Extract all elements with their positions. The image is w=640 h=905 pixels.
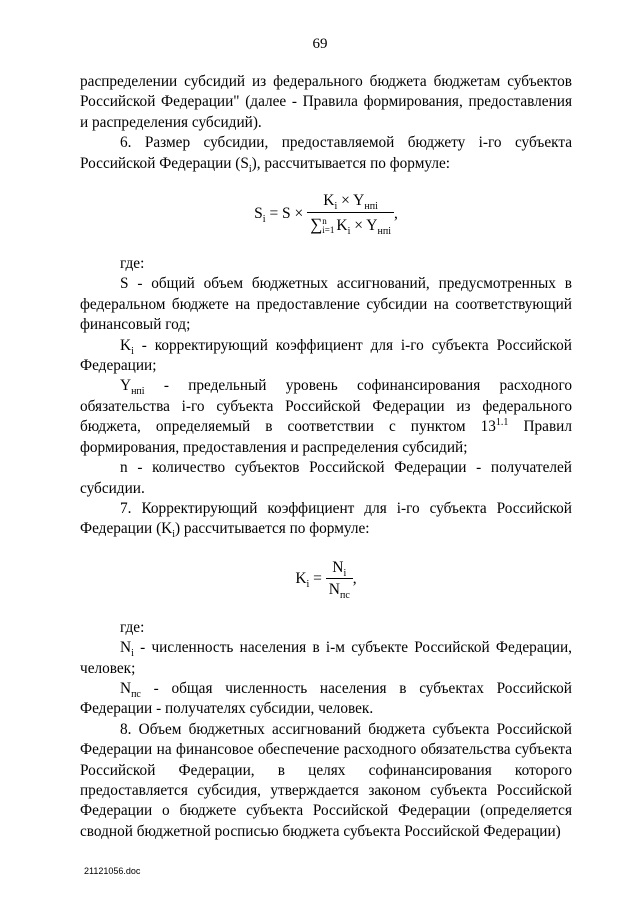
paragraph-6-text-b: ), рассчитывается по формуле: xyxy=(251,154,451,172)
definition-s: S - общий объем бюджетных ассигнований, предусмотренных в федеральном бюджете на предоставление субсидии на соответствующий финансовый год; xyxy=(80,275,572,334)
page-number: 69 xyxy=(312,36,328,52)
formula-coefficient-denominator: $N_{пс}$ xyxy=(326,578,353,598)
page-content xyxy=(80,72,572,842)
definition-nps: $N_{пс}$ - общая численность населения в субъектах Российской Федерации - получателях субсидии, человек. xyxy=(80,679,572,718)
formula-subsidy xyxy=(80,174,572,254)
paragraph-continuation: распределении субсидий из федерального бюджета бюджетам субъектов Российской Федерации" (далее - Правила формирования, предоставления и распределения субсидий). xyxy=(80,73,572,131)
formula-coefficient-trail: , xyxy=(352,569,357,587)
formula-coefficient-numerator: $N_i$ xyxy=(332,558,347,579)
definition-ynpi: $Y_{нпi}$ - предельный уровень софинансирования расходного обязательства i-го субъекта Российской Федерации из федерального бюджета, определяемый в соответствии с пунктом $13^{1.1}$ Правил формирования, предоставления и распределения субсидий; xyxy=(80,377,572,456)
paragraph-6 xyxy=(80,133,572,174)
formula-coefficient xyxy=(80,540,572,618)
paragraph-8: 8. Объем бюджетных ассигнований бюджета субъекта Российской Федерации на финансовое обеспечение расходного обязательства субъекта Российской Федерации, в целях софинансирования которого предоставляется субсидия, утверждается законом субъекта Российской Федерации о бюджете субъекта Российской Федерации (определяется сводной бюджетной росписью бюджета субъекта Российской Федерации) xyxy=(80,720,572,840)
formula-subsidy-trail: , xyxy=(393,205,398,223)
where-label-2: где: xyxy=(120,618,145,636)
paragraph-6-text-a: 6. Размер субсидии, предоставляемой бюджету i-го субъекта Российской Федерации (S xyxy=(80,134,572,172)
formula-coefficient-lhs: $K_i$ xyxy=(295,569,310,591)
definition-ni: $N_i$ - численность населения в i-м субъекте Российской Федерации, человек; xyxy=(80,639,572,677)
definition-ki: $K_i$ - корректирующий коэффициент для i-го субъекта Российской Федерации; xyxy=(80,336,572,375)
paragraph-6-sub: i xyxy=(248,163,252,175)
definition-n: n - количество субъектов Российской Федерации - получателей субсидии. xyxy=(80,459,572,497)
formula-subsidy-fraction xyxy=(307,193,394,235)
paragraph-7: 7. Корректирующий коэффициент для i-го субъекта Российской Федерации $(K_i)$ рассчитывается по формуле: xyxy=(80,499,572,541)
formula-coefficient-eq: = xyxy=(309,569,326,587)
formula-subsidy-numerator: $K_i \times Y_{нпi}$ xyxy=(323,192,378,213)
file-name-footer: 21121056.doc xyxy=(84,866,141,876)
formula-subsidy-eq: = S × xyxy=(265,205,308,223)
formula-subsidy-lhs: $S_i$ xyxy=(254,205,266,226)
where-label-1: где: xyxy=(120,255,145,273)
formula-coefficient-fraction xyxy=(326,558,353,602)
formula-subsidy-denominator: ∑ n i=1 $K_i \times Y_{нпi}$ xyxy=(307,212,394,235)
